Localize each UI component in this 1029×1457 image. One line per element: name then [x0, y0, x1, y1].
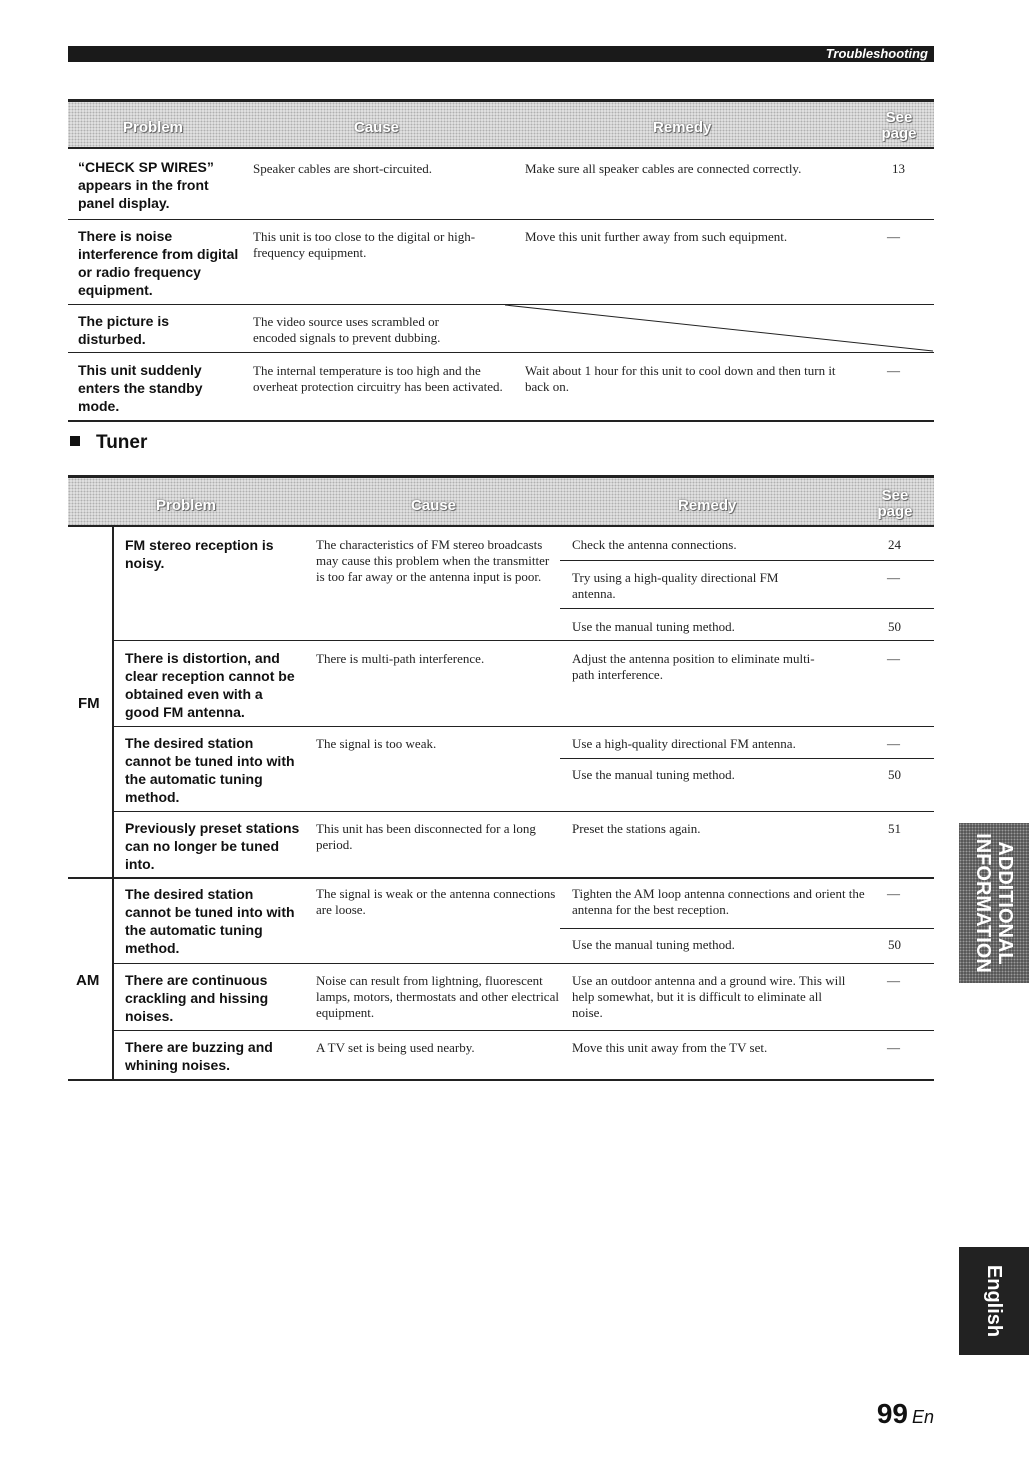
see-page: 50: [888, 937, 901, 952]
problem-text: “CHECK SP WIRES” appears in the front panel display.: [78, 159, 214, 211]
col-remedy: Remedy: [678, 497, 737, 514]
remedy-text: Try using a high-quality directional FM antenna.: [572, 570, 779, 601]
see-page: —: [887, 363, 900, 378]
problem-text: The desired station cannot be tuned into with the automatic tuning method.: [125, 886, 295, 956]
cause-text: Speaker cables are short-circuited.: [253, 161, 433, 176]
cause-text: The signal is too weak.: [316, 736, 437, 751]
col-cause: Cause: [354, 119, 400, 136]
remedy-text: Check the antenna connections.: [572, 537, 737, 552]
row-divider: [114, 640, 934, 641]
row-divider: [114, 963, 934, 964]
see-page: —: [887, 1040, 900, 1055]
problem-text: Previously preset stations can no longer be tuned into.: [125, 820, 300, 872]
row-divider: [68, 219, 934, 220]
remedy-text: Use the manual tuning method.: [572, 767, 735, 782]
cause-text: There is multi-path interference.: [316, 651, 485, 666]
band-label-am: AM: [76, 972, 100, 989]
table-bottom-rule: [68, 1079, 934, 1081]
remedy-divider: [560, 928, 934, 929]
remedy-text: Move this unit away from the TV set.: [572, 1040, 768, 1055]
see-page: —: [887, 570, 900, 585]
row-divider: [114, 1030, 934, 1031]
col-remedy: Remedy: [653, 119, 712, 136]
see-page: 24: [888, 537, 901, 552]
remedy-divider: [560, 758, 934, 759]
row-divider: [114, 811, 934, 812]
col-problem: Problem: [156, 497, 217, 514]
col-see-page: See page: [881, 109, 917, 142]
row-divider: [114, 726, 934, 727]
cause-text: The characteristics of FM stereo broadcasts may cause this problem when the transmitter is too far away or the antenna input is poor.: [316, 537, 550, 584]
see-page: 51: [888, 821, 901, 836]
section-header-label: Troubleshooting: [825, 46, 928, 61]
not-applicable-slash: [505, 305, 935, 355]
language-tab-label: English: [983, 1264, 1005, 1338]
remedy-text: Use the manual tuning method.: [572, 937, 735, 952]
table-header: [68, 475, 934, 527]
see-page: 50: [888, 767, 901, 782]
cause-text: Noise can result from lightning, fluorescent lamps, motors, thermostats and other electrical equipment.: [316, 973, 559, 1020]
remedy-text: Use an outdoor antenna and a ground wire. This will help somewhat, but it is difficult to eliminate all noise.: [572, 973, 846, 1020]
col-see-page: See page: [877, 487, 913, 520]
row-divider: [68, 352, 934, 353]
see-page: —: [887, 229, 900, 244]
section-header-bar: [68, 46, 934, 62]
language-tab[interactable]: [959, 1247, 1029, 1355]
cause-text: The internal temperature is too high and the overheat protection circuitry has been activated.: [253, 363, 503, 394]
see-page: —: [887, 651, 900, 666]
band-label-fm: FM: [78, 695, 100, 712]
problem-text: The desired station cannot be tuned into with the automatic tuning method.: [125, 735, 295, 805]
remedy-text: Preset the stations again.: [572, 821, 701, 836]
see-page: —: [887, 886, 900, 901]
additional-information-tab[interactable]: [959, 823, 1029, 983]
remedy-divider: [560, 560, 934, 561]
page-number: 99 En: [876, 1398, 934, 1429]
remedy-text: Use the manual tuning method.: [572, 619, 735, 634]
remedy-text: Move this unit further away from such equipment.: [525, 229, 788, 244]
cause-text: The video source uses scrambled or encoded signals to prevent dubbing.: [253, 314, 441, 345]
see-page: —: [887, 973, 900, 988]
problem-text: The picture is disturbed.: [78, 313, 170, 347]
cause-text: This unit is too close to the digital or high-frequency equipment.: [253, 229, 476, 260]
remedy-text: Wait about 1 hour for this unit to cool down and then turn it back on.: [525, 363, 836, 394]
see-page: 13: [892, 161, 905, 176]
band-column-divider: [112, 527, 114, 1080]
problem-text: There is distortion, and clear reception cannot be obtained even with a good FM antenna.: [125, 650, 295, 720]
see-page: —: [887, 736, 900, 751]
page-language: En: [911, 1407, 934, 1427]
cause-text: A TV set is being used nearby.: [316, 1040, 475, 1055]
cause-text: The signal is weak or the antenna connections are loose.: [316, 886, 556, 917]
remedy-text: Tighten the AM loop antenna connections and orient the antenna for the best reception.: [572, 886, 865, 917]
table-header: [68, 99, 934, 149]
col-cause: Cause: [411, 497, 457, 514]
remedy-text: Use a high-quality directional FM antenna.: [572, 736, 796, 751]
problem-text: FM stereo reception is noisy.: [125, 537, 274, 571]
see-page: 50: [888, 619, 901, 634]
remedy-divider: [560, 608, 934, 609]
band-divider: [68, 877, 934, 879]
side-tab-label: ADDITIONAL INFORMATION: [972, 833, 1016, 973]
table-bottom-rule: [68, 420, 934, 422]
bullet-square-icon: [70, 436, 80, 446]
col-problem: Problem: [123, 119, 184, 136]
problem-text: There are continuous crackling and hissing noises.: [125, 972, 269, 1024]
problem-text: There is noise interference from digital or radio frequency equipment.: [78, 228, 239, 298]
section-title: Tuner: [70, 432, 147, 454]
problem-text: There are buzzing and whining noises.: [125, 1039, 273, 1073]
remedy-text: Adjust the antenna position to eliminate multi-path interference.: [572, 651, 815, 682]
problem-text: This unit suddenly enters the standby mode.: [78, 362, 203, 414]
cause-text: This unit has been disconnected for a long period.: [316, 821, 536, 852]
remedy-text: Make sure all speaker cables are connected correctly.: [525, 161, 802, 176]
